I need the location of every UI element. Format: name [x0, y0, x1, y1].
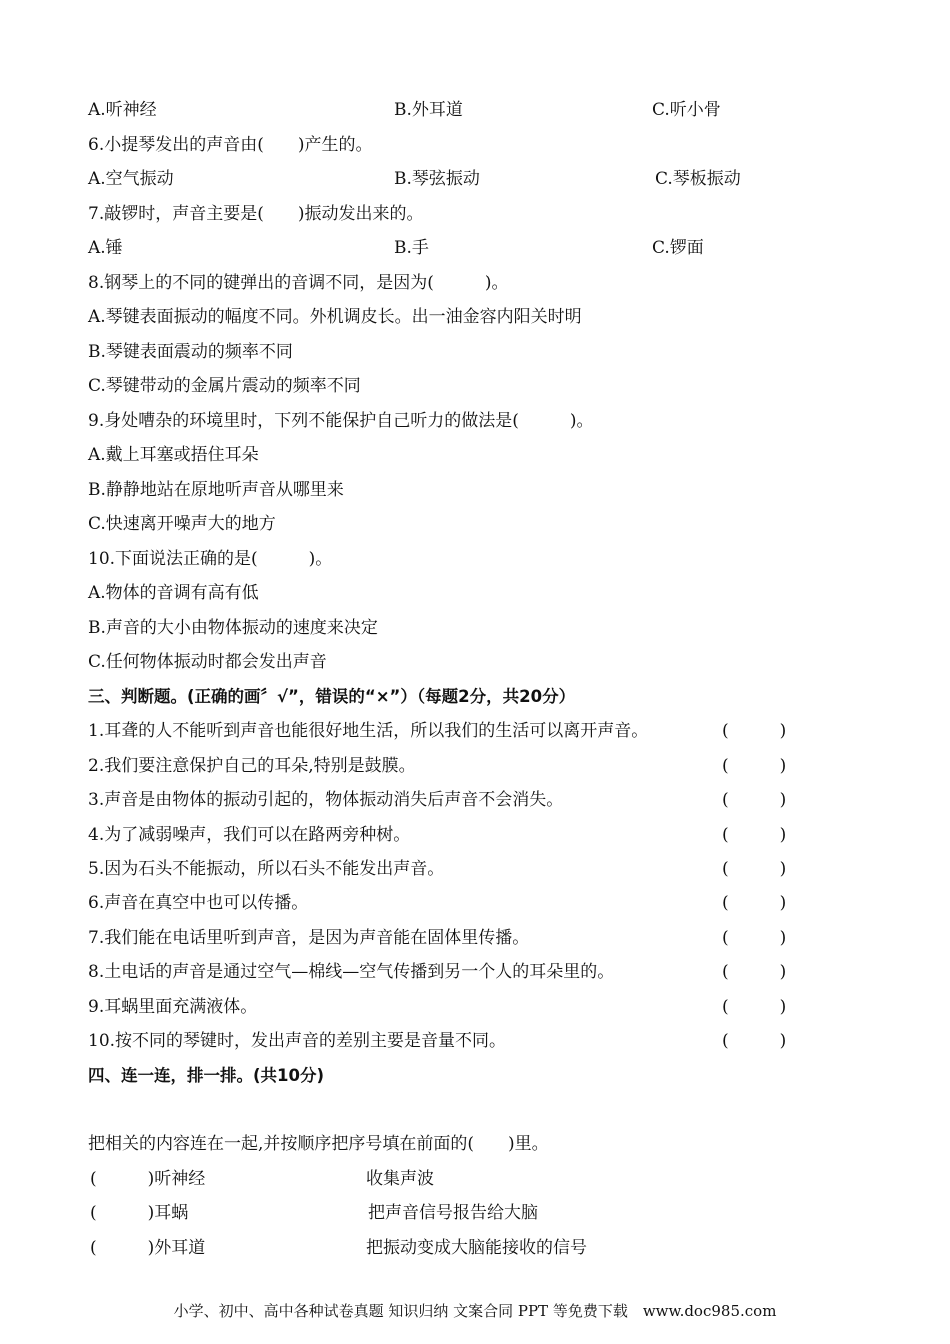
judge-item-10: 10.按不同的琴键时，发出声音的差别主要是音量不同。 [88, 1031, 507, 1051]
page-footer: 小学、初中、高中各种试卷真题 知识归纳 文案合同 PPT 等免费下载 www.doc985.com [173, 1302, 777, 1320]
q7-option-a: A.锤 [88, 238, 123, 258]
judge-answer-4[interactable]: ( ) [722, 825, 787, 845]
judge-answer-10[interactable]: ( ) [722, 1031, 787, 1051]
judge-item-1: 1.耳聋的人不能听到声音也能很好地生活，所以我们的生活可以离开声音。 [88, 721, 649, 741]
q8-option-b: B.琴键表面震动的频率不同 [88, 342, 293, 362]
judge-item-8: 8.土电话的声音是通过空气—棉线—空气传播到另一个人的耳朵里的。 [88, 962, 615, 982]
q10-option-b: B.声音的大小由物体振动的速度来决定 [88, 618, 378, 638]
judge-answer-1[interactable]: ( ) [722, 721, 787, 741]
judge-answer-7[interactable]: ( ) [722, 928, 787, 948]
q7-option-b: B.手 [394, 238, 429, 258]
judge-answer-2[interactable]: ( ) [722, 756, 787, 776]
judge-item-9: 9.耳蜗里面充满液体。 [88, 997, 258, 1017]
judge-answer-8[interactable]: ( ) [722, 962, 787, 982]
judge-item-5: 5.因为石头不能振动，所以石头不能发出声音。 [88, 859, 445, 879]
q9-stem: 9.身处嘈杂的环境里时，下列不能保护自己听力的做法是( )。 [88, 411, 594, 431]
q10-stem: 10.下面说法正确的是( )。 [88, 549, 333, 569]
q6-option-a: A.空气振动 [88, 169, 174, 189]
match-right-3: 把振动变成大脑能接收的信号 [366, 1238, 587, 1258]
judge-answer-9[interactable]: ( ) [722, 997, 787, 1017]
match-right-1: 收集声波 [366, 1169, 434, 1189]
q9-option-b: B.静静地站在原地听声音从哪里来 [88, 480, 344, 500]
judge-item-6: 6.声音在真空中也可以传播。 [88, 893, 309, 913]
q8-stem: 8.钢琴上的不同的键弹出的音调不同，是因为( )。 [88, 273, 509, 293]
q6-stem: 6.小提琴发出的声音由( )产生的。 [88, 135, 373, 155]
q10-option-a: A.物体的音调有高有低 [88, 583, 259, 603]
match-left-3[interactable]: ( )外耳道 [90, 1238, 206, 1258]
q6-option-c: C.琴板振动 [655, 169, 741, 189]
judge-item-2: 2.我们要注意保护自己的耳朵,特别是鼓膜。 [88, 756, 416, 776]
q6-option-b: B.琴弦振动 [394, 169, 480, 189]
q9-option-c: C.快速离开噪声大的地方 [88, 514, 276, 534]
section4-instruction: 把相关的内容连在一起,并按顺序把序号填在前面的( )里。 [88, 1134, 549, 1154]
judge-item-7: 7.我们能在电话里听到声音，是因为声音能在固体里传播。 [88, 928, 530, 948]
q5-option-a: A.听神经 [88, 100, 157, 120]
match-left-1[interactable]: ( )听神经 [90, 1169, 206, 1189]
judge-answer-6[interactable]: ( ) [722, 893, 787, 913]
match-right-2: 把声音信号报告给大脑 [368, 1203, 538, 1223]
q5-option-b: B.外耳道 [394, 100, 463, 120]
q7-stem: 7.敲锣时，声音主要是( )振动发出来的。 [88, 204, 424, 224]
section3-heading: 三、判断题。(正确的画〞√”，错误的“×”）（每题2分，共20分） [88, 687, 576, 706]
q7-option-c: C.锣面 [652, 238, 704, 258]
q5-option-c: C.听小骨 [652, 100, 721, 120]
match-left-2[interactable]: ( )耳蜗 [90, 1203, 189, 1223]
section4-heading: 四、连一连，排一排。(共10分) [88, 1066, 325, 1085]
q10-option-c: C.任何物体振动时都会发出声音 [88, 652, 327, 672]
q8-option-a: A.琴键表面振动的幅度不同。外机调皮长。出一油金容内阳关时明 [88, 307, 582, 327]
judge-item-4: 4.为了减弱噪声，我们可以在路两旁种树。 [88, 825, 411, 845]
judge-answer-3[interactable]: ( ) [722, 790, 787, 810]
judge-answer-5[interactable]: ( ) [722, 859, 787, 879]
judge-item-3: 3.声音是由物体的振动引起的，物体振动消失后声音不会消失。 [88, 790, 564, 810]
q8-option-c: C.琴键带动的金属片震动的频率不同 [88, 376, 361, 396]
q9-option-a: A.戴上耳塞或捂住耳朵 [88, 445, 259, 465]
